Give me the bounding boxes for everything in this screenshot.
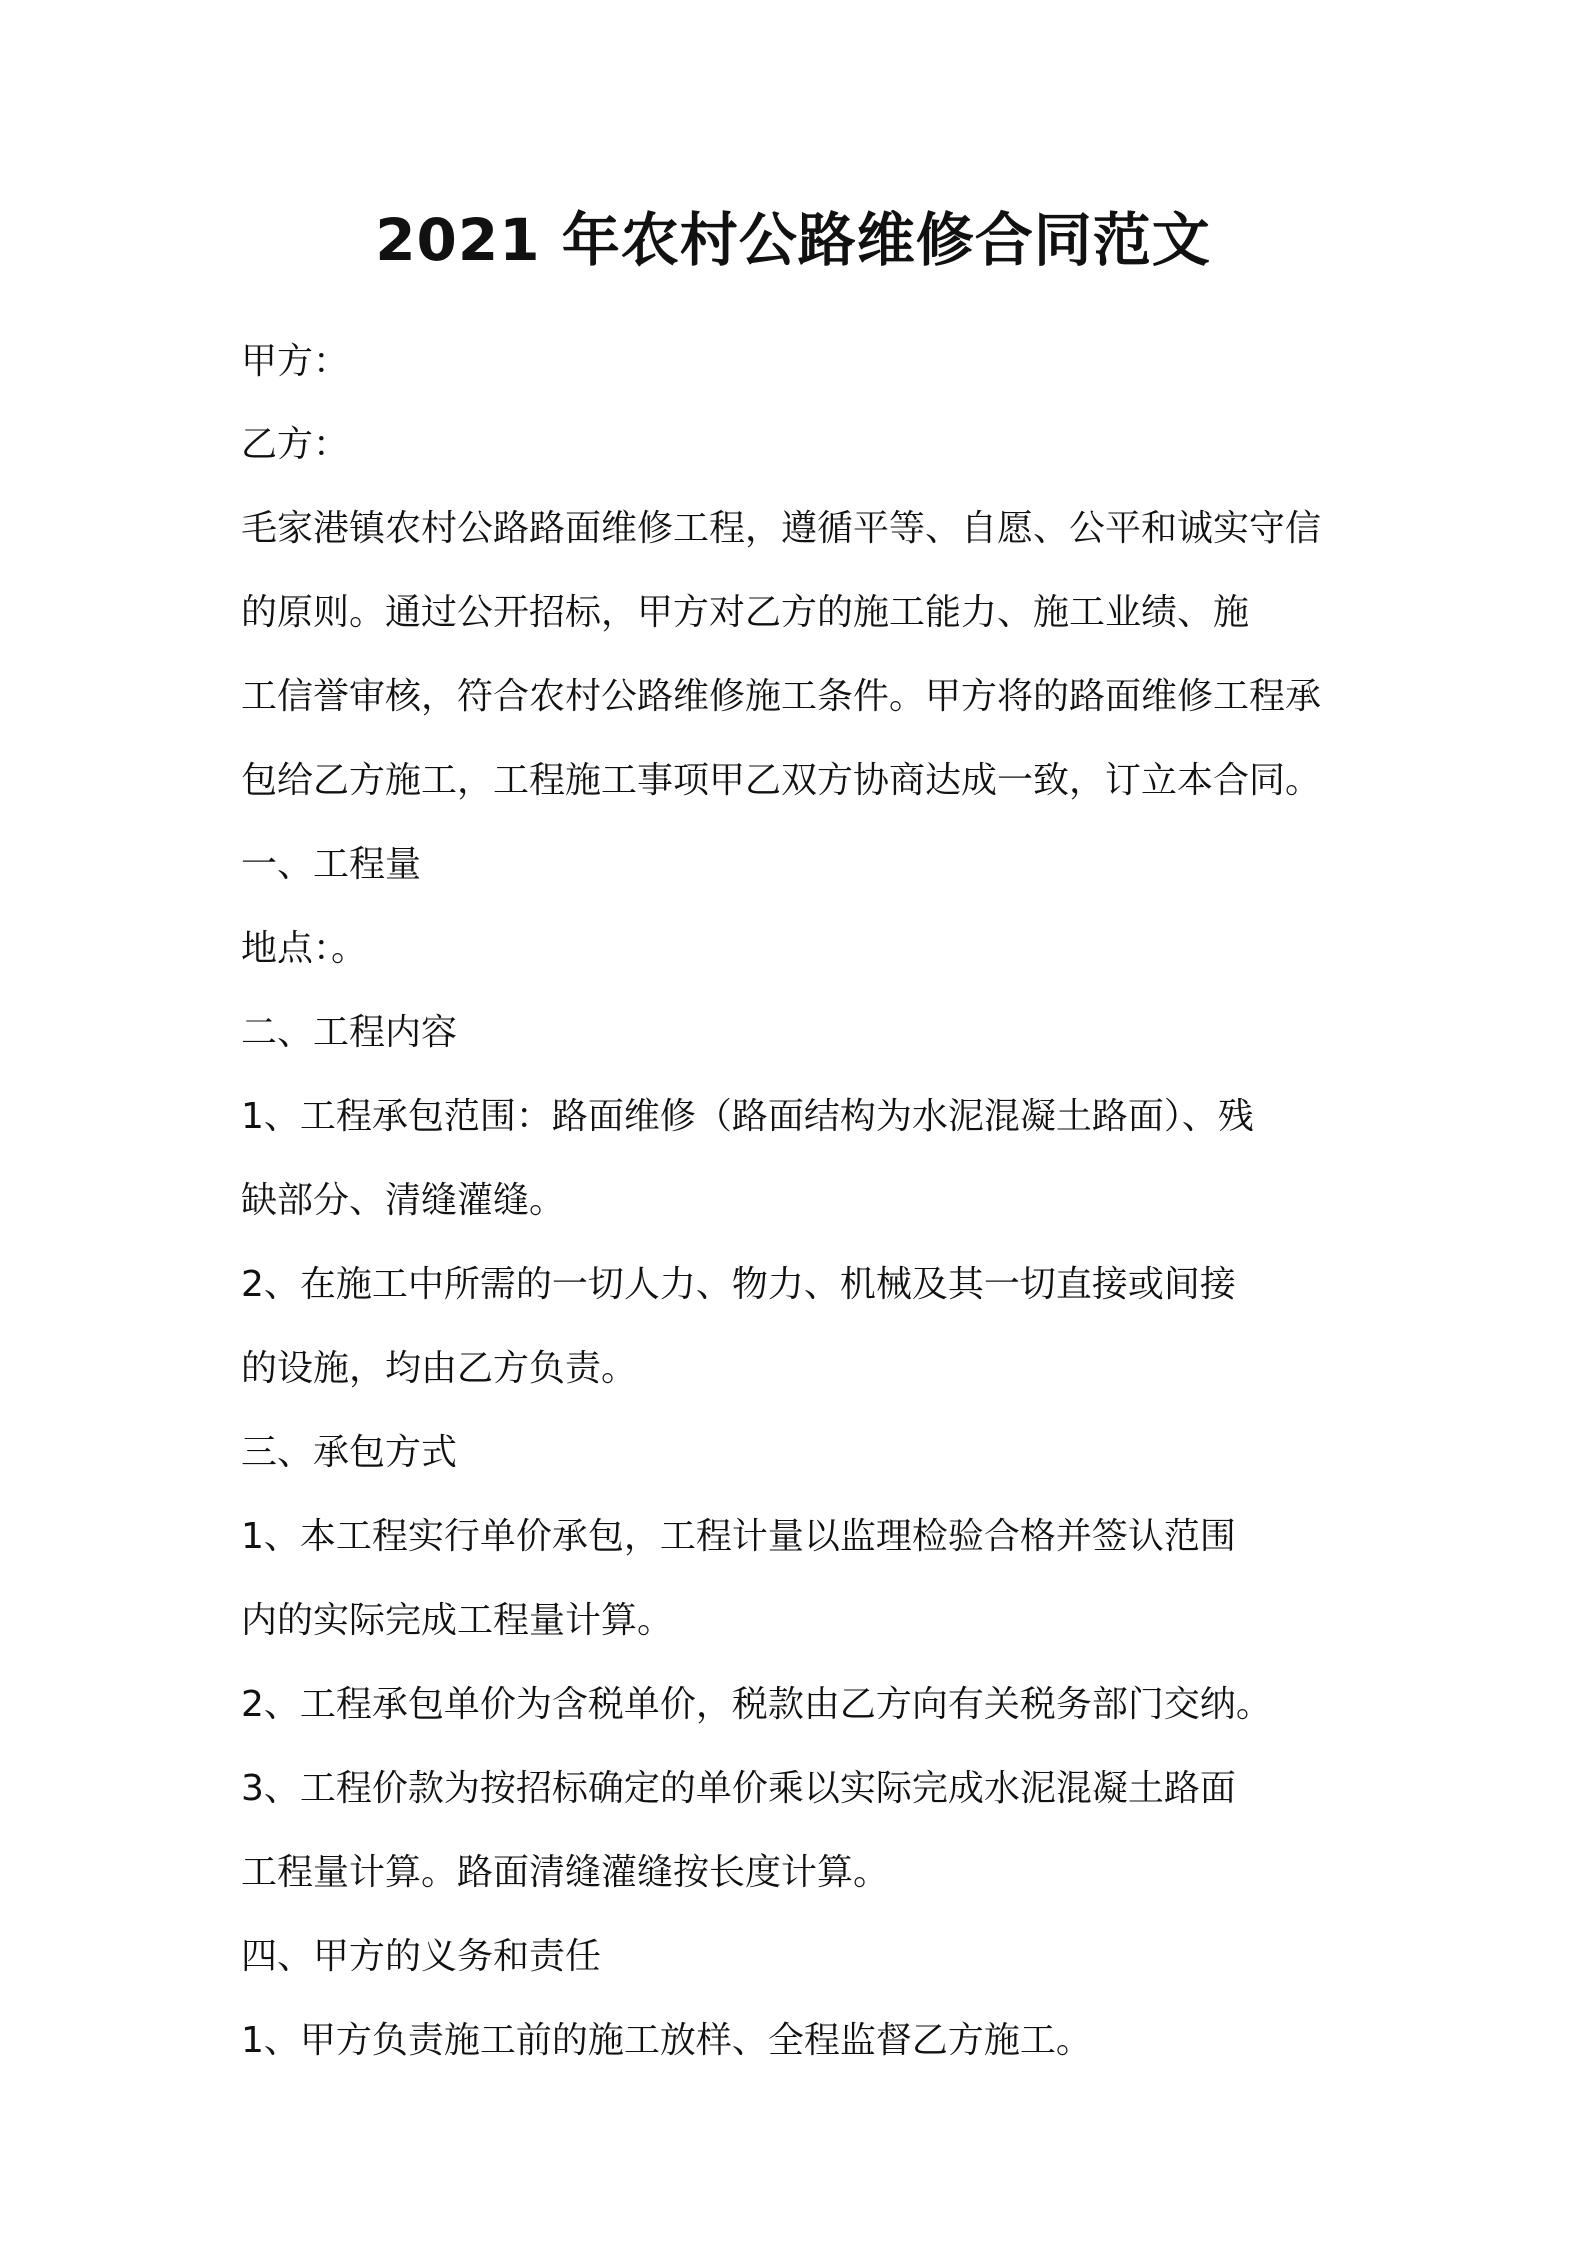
section-heading: 二、工程内容 bbox=[241, 1012, 458, 1053]
clause-line: 1、工程承包范围：路面维修（路面结构为水泥混凝土路面）、残 bbox=[241, 1096, 1254, 1137]
clause-line: 3、工程价款为按招标确定的单价乘以实际完成水泥混凝土路面 bbox=[241, 1768, 1236, 1809]
clause-line: 2、在施工中所需的一切人力、物力、机械及其一切直接或间接 bbox=[241, 1264, 1236, 1305]
document-title: 2021 年农村公路维修合同范文 bbox=[375, 206, 1211, 274]
section-heading: 一、工程量 bbox=[241, 844, 422, 885]
party-a-line: 甲方： bbox=[241, 341, 350, 382]
clause-line: 内的实际完成工程量计算。 bbox=[241, 1600, 674, 1641]
section-heading: 四、甲方的义务和责任 bbox=[241, 1936, 602, 1977]
preamble-line: 毛家港镇农村公路路面维修工程，遵循平等、自愿、公平和诚实守信 bbox=[241, 508, 1322, 549]
clause-line: 2、工程承包单价为含税单价，税款由乙方向有关税务部门交纳。 bbox=[241, 1684, 1272, 1725]
preamble-line: 包给乙方施工，工程施工事项甲乙双方协商达成一致，订立本合同。 bbox=[241, 760, 1322, 801]
clause-line: 1、甲方负责施工前的施工放样、全程监督乙方施工。 bbox=[241, 2020, 1092, 2061]
preamble-line: 工信誉审核，符合农村公路维修施工条件。甲方将的路面维修工程承 bbox=[241, 676, 1322, 717]
section-heading: 三、承包方式 bbox=[241, 1432, 458, 1473]
clause-line: 的设施，均由乙方负责。 bbox=[241, 1348, 638, 1389]
location-line: 地点：。 bbox=[241, 928, 368, 969]
clause-line: 1、本工程实行单价承包，工程计量以监理检验合格并签认范围 bbox=[241, 1516, 1236, 1557]
preamble-line: 的原则。通过公开招标，甲方对乙方的施工能力、施工业绩、施 bbox=[241, 592, 1250, 633]
clause-line: 工程量计算。路面清缝灌缝按长度计算。 bbox=[241, 1852, 890, 1893]
clause-line: 缺部分、清缝灌缝。 bbox=[241, 1180, 566, 1221]
party-b-line: 乙方： bbox=[241, 424, 350, 465]
